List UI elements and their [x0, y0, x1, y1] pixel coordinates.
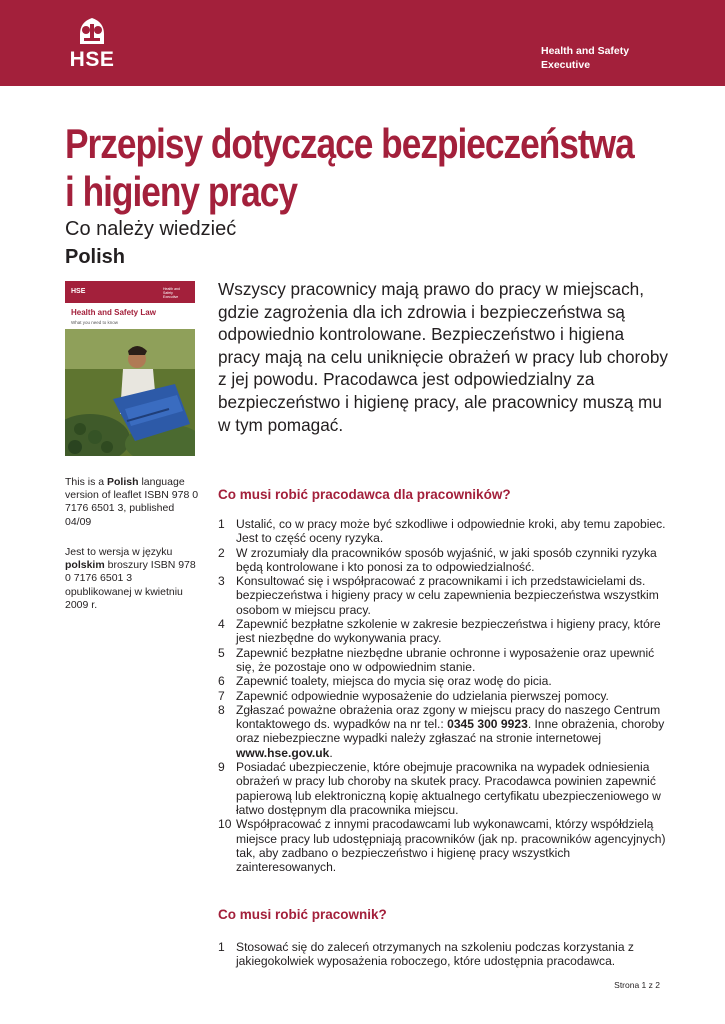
note-pl-post: broszury ISBN 978 0 7176 6501 3 opublikowanej w kwietniu 2009 r.: [65, 559, 196, 611]
note-en-pre: This is a: [65, 476, 108, 488]
item-text: Współpracować z innymi pracodawcami lub wykonawcami, którzy współdzielą miejsce pracy lub udostępniają pracowników (jak np. pracowników agencyjnych) tak, aby zadbano o bezpieczeństwo i higienę pracy wszystkich zainteresowanych.: [236, 817, 666, 875]
intro-paragraph: Wszyscy pracownicy mają prawo do pracy w miejscach, gdzie zagrożenia dla ich zdrowia i bezpieczeństwa są odpowiednio kontrolowane. Bezpieczeństwo i higiena pracy mają na celu uniknięcie obrażeń w pracy lub choroby z jej powodu. Pracodawca jest odpowiedzialny za bezpieczeństwo i higienę pracy, ale pracownicy muszą mu w tym pomagać.: [218, 279, 668, 435]
list-item: [218, 703, 668, 760]
item-number: 5: [218, 645, 225, 660]
list-item: [218, 760, 668, 817]
item-number: 2: [218, 545, 225, 560]
cover-logo-text: HSE: [71, 288, 86, 295]
list-item: [218, 617, 668, 646]
item-text: Stosować się do zaleceń otrzymanych na szkoleniu podczas korzystania z jakiegokolwiek wyposażenia roboczego, które udostępnia pracodawca.: [236, 940, 634, 969]
item-number: 3: [218, 574, 225, 589]
cover-subtitle: What you need to know: [71, 320, 119, 325]
item-text: Ustalić, co w pracy może być szkodliwe i odpowiednie kroki, aby temu zapobiec. Jest to część oceny ryzyka.: [236, 517, 666, 546]
list-item: [218, 546, 668, 575]
cover-org-line1: Health and Safety: [163, 287, 180, 295]
org-name-line2: Executive: [541, 59, 591, 71]
cover-org-line2: Executive: [163, 295, 179, 299]
list-item: [218, 817, 668, 874]
org-name-line1: Health and Safety: [541, 45, 630, 57]
accident-phone-number: 0345 300 9923: [447, 717, 528, 732]
hse-logo: [62, 14, 122, 72]
employer-duties-heading: Co musi robić pracodawca dla pracowników?: [218, 487, 511, 502]
note-pl-bold: polskim: [65, 559, 105, 572]
item-text: W zrozumiały dla pracowników sposób wyjaśnić, w jaki sposób czynniki ryzyka będą kontrolowane i kto ponosi za to odpowiedzialność.: [236, 545, 657, 574]
list-item: [218, 674, 668, 688]
item-number: 1: [218, 940, 225, 954]
list-item: [218, 940, 668, 969]
page-title: [65, 120, 634, 216]
item-text: Konsultować się i współpracować z pracownikami i ich przedstawicielami ds. bezpieczeństwa i higieny pracy w celu zapewnienia bezpieczeństwa wszystkim osobom w miejscu pracy.: [236, 574, 659, 617]
worker-duties-list: [218, 940, 668, 969]
item-text: Posiadać ubezpieczenie, które obejmuje pracownika na wypadek odniesienia obrażeń w pracy lub choroby na skutek pracy. Pracodawca powinien zapewnić papierową lub elektroniczną kopię aktualnego certyfikatu ubezpieczeniowego w łatwo dostępnym dla pracownika miejscu.: [236, 760, 661, 817]
worker-photo: [65, 329, 195, 456]
employer-duties-list: [218, 517, 668, 874]
item-text: Zapewnić bezpłatne niezbędne ubranie ochronne i wyposażenie oraz upewnić się, że pozostaje ono w odpowiednim stanie.: [236, 645, 655, 674]
note-pl-pre: Jest to wersja w języku: [65, 546, 173, 558]
worker-duties-heading: Co musi robić pracownik?: [218, 907, 387, 922]
item-number: 4: [218, 617, 225, 632]
hse-website-link[interactable]: www.hse.gov.uk: [236, 745, 330, 760]
title-line1: Przepisy dotyczące bezpieczeństwa: [65, 120, 634, 167]
header-banner: [0, 0, 725, 86]
leaflet-cover-image: [65, 281, 195, 456]
note-en-post: language version of leaflet ISBN 978 0 7176 6501 3, published 04/09: [65, 476, 199, 528]
cover-title: Health and Safety Law: [71, 308, 156, 317]
list-item: [218, 689, 668, 703]
item-number: 8: [218, 702, 225, 717]
item-number: 6: [218, 674, 225, 689]
list-item: [218, 646, 668, 675]
item-text-c: .: [329, 745, 333, 760]
note-en-bold: Polish: [107, 476, 139, 488]
item-text: Zapewnić toalety, miejsca do mycia się oraz wodę do picia.: [236, 674, 552, 689]
item-text-b: . Inne obrażenia, choroby oraz niebezpieczne wypadki należy zgłaszać na stronie internetowej: [236, 717, 665, 746]
title-line2: i higieny pracy: [65, 168, 297, 215]
cover-org-name: [163, 287, 189, 299]
polish-version-note: [65, 546, 200, 612]
item-text: Zapewnić bezpłatne szkolenie w zakresie bezpieczeństwa i higieny pracy, które jest niezbędne do wykonywania pracy.: [236, 617, 661, 646]
page-number: Strona 1 z 2: [614, 980, 660, 990]
organisation-name: [541, 44, 661, 72]
item-text: Zapewnić odpowiednie wyposażenie do udzielania pierwszej pomocy.: [236, 688, 609, 703]
item-number: 10: [218, 817, 232, 832]
item-text-a: Zgłaszać poważne obrażenia oraz zgony w miejscu pracy do naszego Centrum kontaktowego ds. wypadków na nr tel.:: [236, 702, 661, 732]
list-item: [218, 574, 668, 617]
list-item: [218, 517, 668, 546]
item-number: 7: [218, 688, 225, 703]
english-version-note: [65, 476, 200, 529]
hse-logo-text: HSE: [69, 48, 115, 71]
crown-emblem-icon: [62, 14, 122, 48]
page-subtitle: Co należy wiedzieć: [65, 218, 237, 240]
item-number: 9: [218, 760, 225, 775]
language-label: Polish: [65, 246, 126, 268]
item-number: 1: [218, 517, 225, 531]
